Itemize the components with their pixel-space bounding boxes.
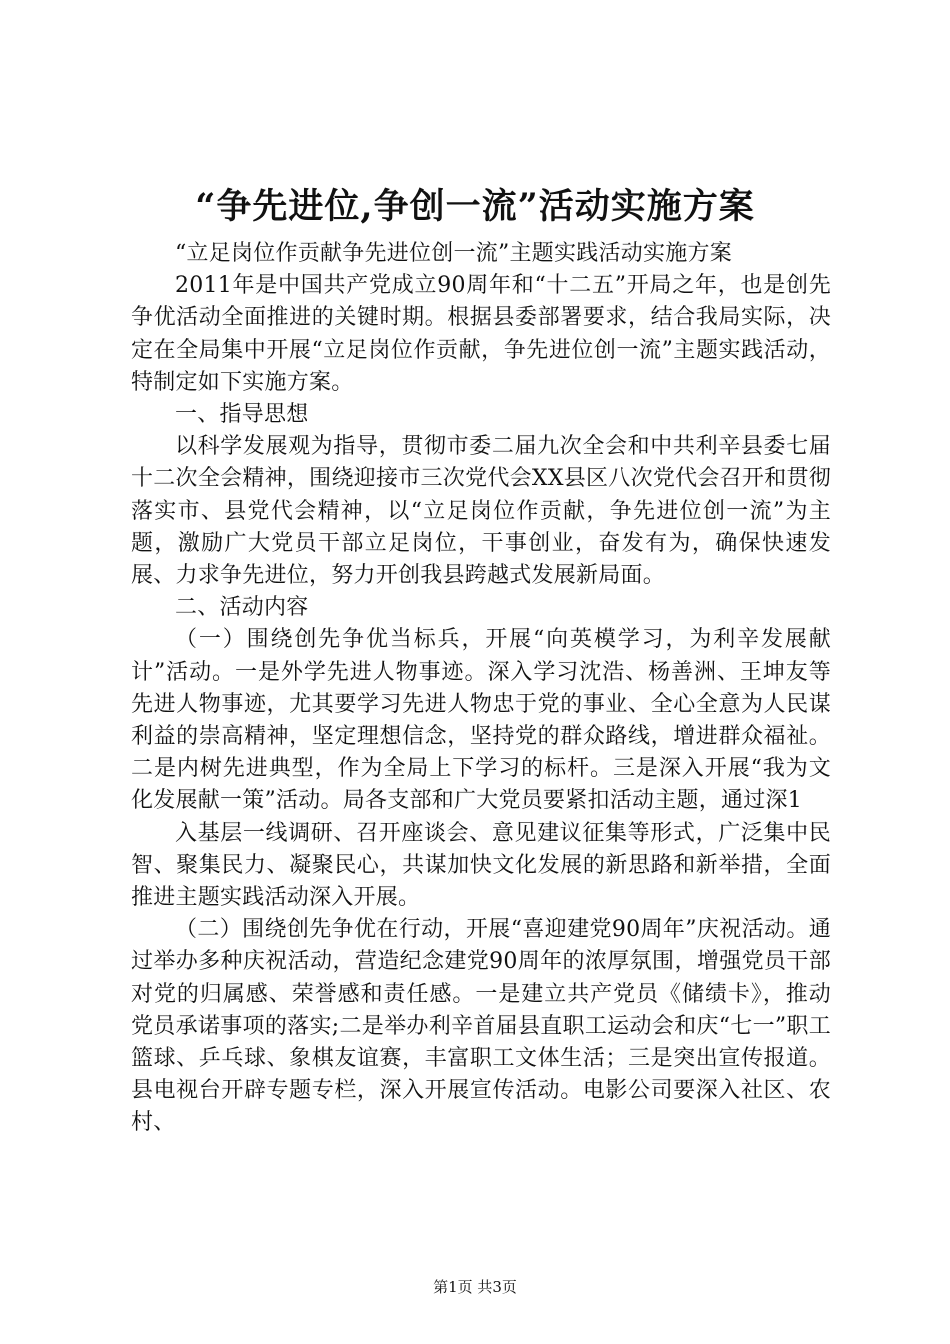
subtitle-paragraph: “立足岗位作贡献争先进位创一流”主题实践活动实施方案	[175, 241, 732, 266]
document-title: “争先进位,争创一流”活动实施方案	[195, 186, 755, 227]
document-body	[131, 238, 831, 1140]
activity-one-continued-paragraph: 入基层一线调研、召开座谈会、意见建议征集等形式，广泛集中民智、聚集民力、凝聚民心，共谋加快文化发展的新思路和新举措，全面推进主题实践活动深入开展。	[131, 820, 831, 911]
section-heading: 一、指导思想	[175, 402, 309, 428]
activity-one-paragraph: （一）围绕创先争优当标兵，开展“向英模学习，为利辛发展献计”活动。一是外学先进人物事迹。深入学习沈浩、杨善洲、王坤友等先进人物事迹，尤其要学习先进人物忠于党的事业、全心全意为人民谋利益的崇高精神，坚定理想信念，坚持党的群众路线，增进群众福祉。二是内树先进典型，作为全局上下学习的标杆。三是深入开展“我为文化发展献一策”活动。局各支部和广大党员要紧扣活动主题，通过深1	[131, 627, 831, 814]
activity-two-paragraph: （二）围绕创先争优在行动，开展“喜迎建党90周年”庆祝活动。通过举办多种庆祝活动，营造纪念建党90周年的浓厚氛围，增强党员干部对党的归属感、荣誉感和责任感。一是建立共产党员《储绩卡》，推动党员承诺事项的落实;二是举办利辛首届县直职工运动会和庆“七一”职工篮球、乒乓球、象棋友谊赛，丰富职工文体生活；三是突出宣传报道。县电视台开辟专题专栏，深入开展宣传活动。电影公司要深入社区、农村、	[131, 917, 831, 1136]
page-footer: 第1页 共3页	[433, 1278, 517, 1296]
guiding-thought-paragraph: 以科学发展观为指导，贯彻市委二届九次全会和中共利辛县委七届十二次全会精神，围绕迎接市三次党代会XX县区八次党代会召开和贯彻落实市、县党代会精神，以“立足岗位作贡献，争先进位创一流”为主题，激励广大党员干部立足岗位，干事创业，奋发有为，确保快速发展、力求争先进位，努力开创我县跨越式发展新局面。	[131, 434, 831, 589]
section-heading: 二、活动内容	[175, 595, 309, 621]
intro-paragraph: 2011年是中国共产党成立90周年和“十二五”开局之年，也是创先争优活动全面推进的关键时期。根据县委部署要求，结合我局实际，决定在全局集中开展“立足岗位作贡献，争先进位创一流”主题实践活动，特制定如下实施方案。	[131, 273, 831, 395]
